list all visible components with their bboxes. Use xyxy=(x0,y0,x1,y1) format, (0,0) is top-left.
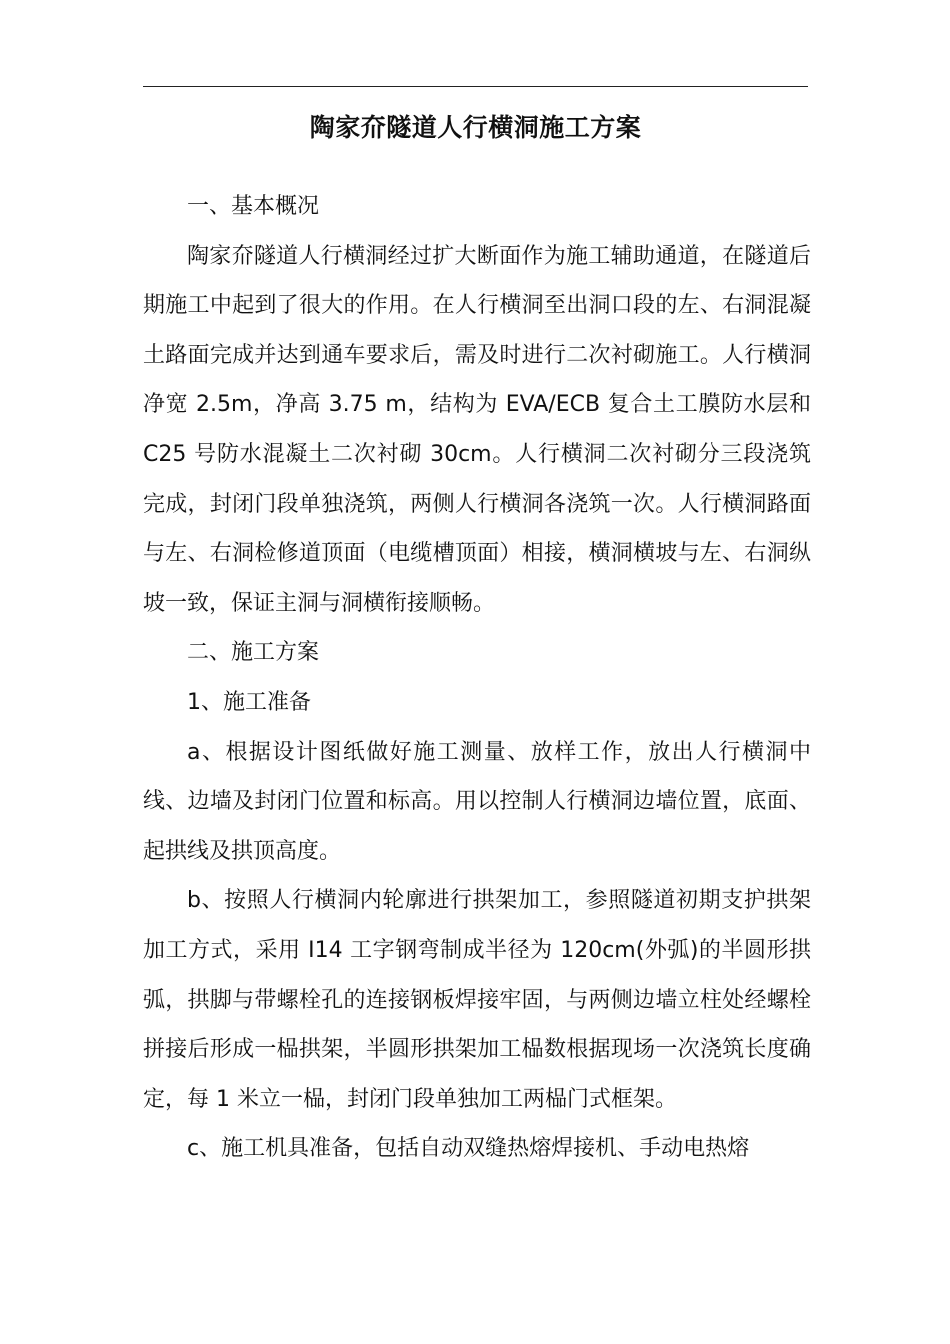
header-rule xyxy=(143,86,808,87)
subheading-preparation: 1、施工准备 xyxy=(187,689,311,715)
document-body xyxy=(143,182,811,1174)
section-heading-overview: 一、基本概况 xyxy=(187,194,320,219)
section-heading-plan: 二、施工方案 xyxy=(187,640,320,666)
paragraph-item-c: c、施工机具准备，包括自动双缝热熔焊接机、手动电热熔 xyxy=(187,1136,750,1162)
paragraph-item-b: b、按照人行横洞内轮廓进行拱架加工，参照隧道初期支护拱架加工方式，采用 I14 工字钢弯制成半径为 120cm(外弧)的半圆形拱弧，拱脚与带螺栓孔的连接钢板焊接牢固，与两侧边墙立柱处经螺栓拼接后形成一榀拱架，半圆形拱架加工榀数根据现场一次浇筑长度确定，每 1 米立一榀，封闭门段单独加工两榀门式框架。 xyxy=(143,888,811,1112)
paragraph-item-a: a、根据设计图纸做好施工测量、放样工作，放出人行横洞中线、边墙及封闭门位置和标高。用以控制人行横洞边墙位置，底面、起拱线及拱顶高度。 xyxy=(143,739,811,864)
paragraph-overview: 陶家夼隧道人行横洞经过扩大断面作为施工辅助通道，在隧道后期施工中起到了很大的作用。在人行横洞至出洞口段的左、右洞混凝土路面完成并达到通车要求后，需及时进行二次衬砌施工。人行横洞净宽 2.5m，净高 3.75 m，结构为 EVA/ECB 复合土工膜防水层和 C25 号防水混凝土二次衬砌 30cm。人行横洞二次衬砌分三段浇筑完成，封闭门段单独浇筑，两侧人行横洞各浇筑一次。人行横洞路面与左、右洞检修道顶面（电缆槽顶面）相接，横洞横坡与左、右洞纵坡一致，保证主洞与洞横衔接顺畅。 xyxy=(143,243,811,616)
document-title: 陶家夼隧道人行横洞施工方案 xyxy=(309,113,642,142)
